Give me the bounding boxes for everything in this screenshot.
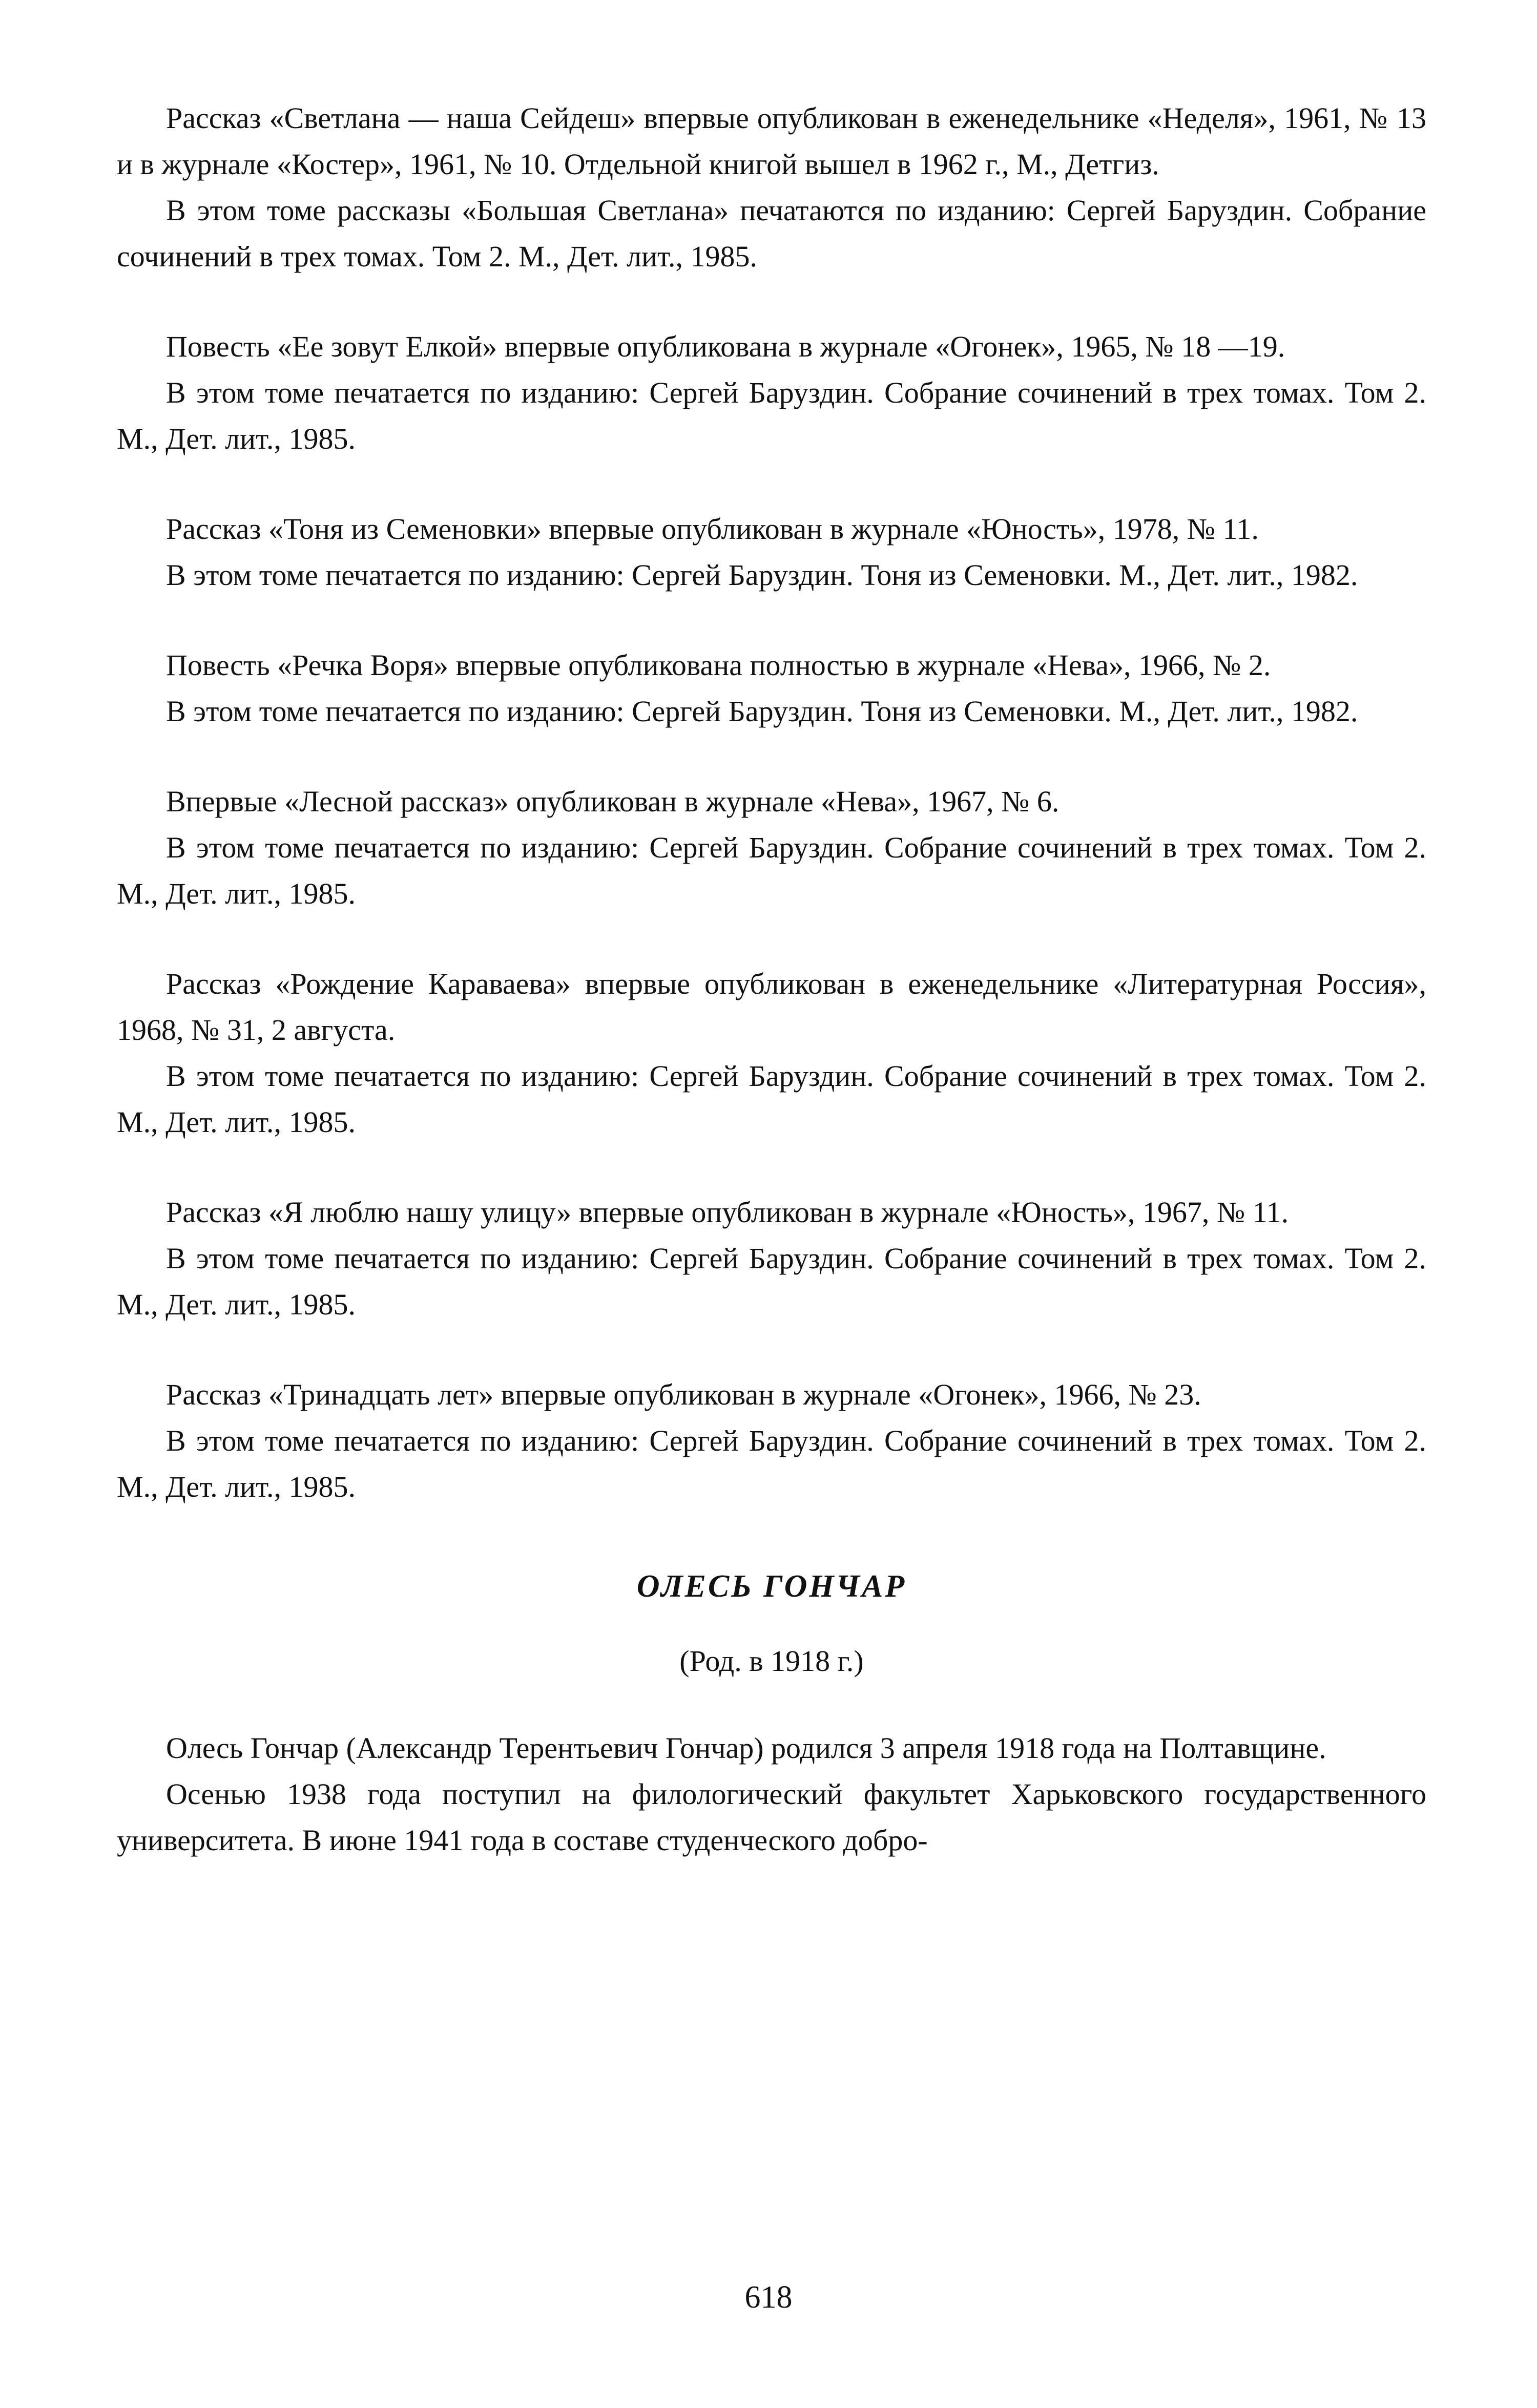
note-block-3 xyxy=(117,506,1426,598)
note-block-4 xyxy=(117,642,1426,735)
note-paragraph: В этом томе печатается по изданию: Сергей Баруздин. Собрание сочинений в трех томах. Том 2. М., Дет. лит., 1985. xyxy=(117,1059,1426,1139)
note-paragraph: Впервые «Лесной рассказ» опубликован в журнале «Нева», 1967, № 6. xyxy=(166,785,1060,818)
note-paragraph: В этом томе печатается по изданию: Сергей Баруздин. Собрание сочинений в трех томах. Том 2. М., Дет. лит., 1985. xyxy=(117,376,1426,455)
note-paragraph: Рассказ «Тринадцать лет» впервые опубликован в журнале «Огонек», 1966, № 23. xyxy=(166,1378,1201,1411)
section-body xyxy=(117,1725,1426,1863)
page-number: 618 xyxy=(744,2280,793,2315)
note-block-2 xyxy=(117,324,1426,462)
note-paragraph: В этом томе печатается по изданию: Сергей Баруздин. Собрание сочинений в трех томах. Том 2. М., Дет. лит., 1985. xyxy=(117,1242,1426,1321)
note-paragraph: Рассказ «Светлана — наша Сейдеш» впервые опубликован в еженедельнике «Неделя», 1961, № 13 и в журнале «Костер», 1961, № 10. Отдельной книгой вышел в 1962 г., М., Детгиз. xyxy=(117,101,1426,181)
note-paragraph: Повесть «Ее зовут Елкой» впервые опубликована в журнале «Огонек», 1965, № 18 —19. xyxy=(166,330,1285,363)
note-block-1 xyxy=(117,95,1426,280)
section-paragraph: Олесь Гончар (Александр Терентьевич Гончар) родился 3 апреля 1918 года на Полтавщине. xyxy=(166,1731,1326,1765)
note-paragraph: В этом томе печатается по изданию: Сергей Баруздин. Тоня из Семеновки. М., Дет. лит., 1982. xyxy=(166,558,1358,592)
note-block-6 xyxy=(117,961,1426,1145)
note-block-5 xyxy=(117,779,1426,917)
note-paragraph: В этом томе рассказы «Большая Светлана» печатаются по изданию: Сергей Баруздин. Собрание сочинений в трех томах. Том 2. М., Дет. лит., 1985. xyxy=(117,194,1426,273)
page-content xyxy=(117,95,1426,1863)
section-subtitle: (Род. в 1918 г.) xyxy=(679,1644,864,1678)
note-paragraph: В этом томе печатается по изданию: Сергей Баруздин. Собрание сочинений в трех томах. Том 2. М., Дет. лит., 1985. xyxy=(117,831,1426,910)
section-title: ОЛЕСЬ ГОНЧАР xyxy=(636,1569,907,1604)
note-block-7 xyxy=(117,1189,1426,1328)
note-paragraph: Рассказ «Тоня из Семеновки» впервые опубликован в журнале «Юность», 1978, № 11. xyxy=(166,512,1259,546)
note-paragraph: Рассказ «Я люблю нашу улицу» впервые опубликован в журнале «Юность», 1967, № 11. xyxy=(166,1196,1289,1229)
note-block-8 xyxy=(117,1372,1426,1510)
note-paragraph: Рассказ «Рождение Караваева» впервые опубликован в еженедельнике «Литературная Россия», 1968, № 31, 2 августа. xyxy=(117,967,1426,1046)
note-paragraph: В этом томе печатается по изданию: Сергей Баруздин. Собрание сочинений в трех томах. Том 2. М., Дет. лит., 1985. xyxy=(117,1424,1426,1503)
note-paragraph: Повесть «Речка Воря» впервые опубликована полностью в журнале «Нева», 1966, № 2. xyxy=(166,648,1271,682)
note-paragraph: В этом томе печатается по изданию: Сергей Баруздин. Тоня из Семеновки. М., Дет. лит., 1982. xyxy=(166,695,1358,728)
section-paragraph: Осенью 1938 года поступил на филологический факультет Харьковского государственного университета. В июне 1941 года в составе студенческого добро- xyxy=(117,1777,1426,1857)
